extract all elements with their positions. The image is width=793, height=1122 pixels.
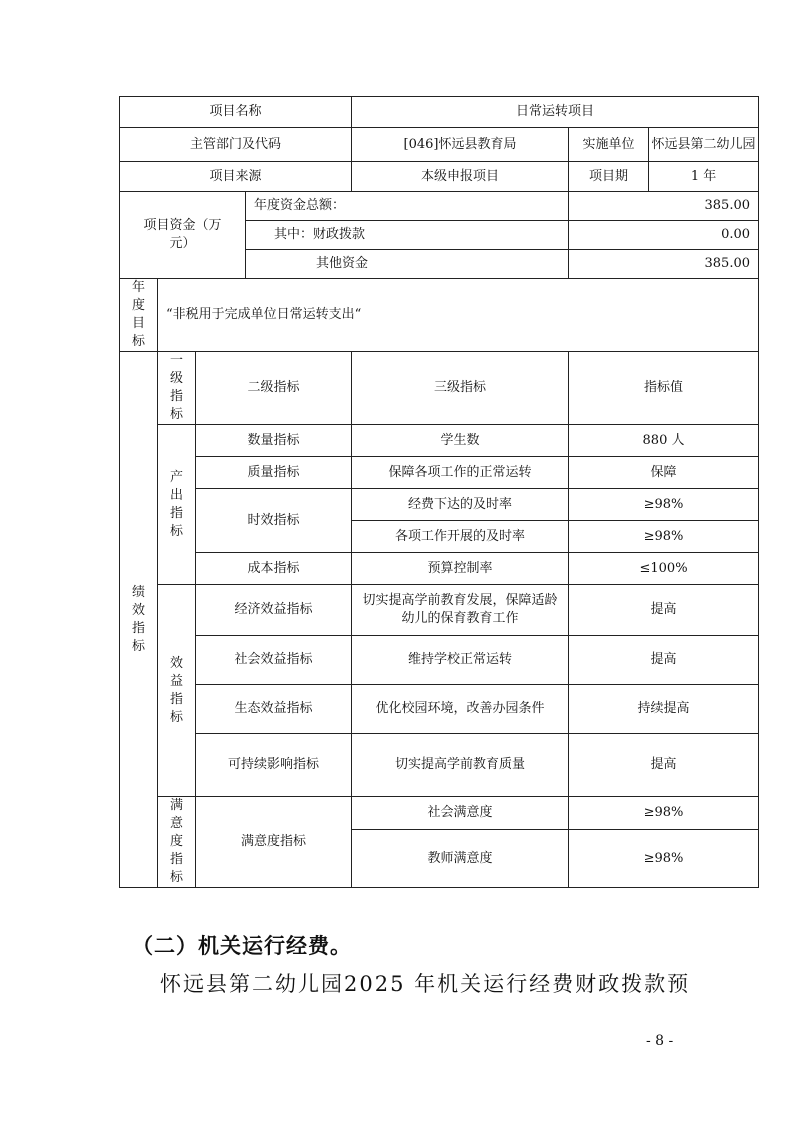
level3-cell: 学生数	[352, 425, 569, 457]
period-label: 项目期	[569, 162, 649, 192]
level3-cell: 各项工作开展的及时率	[352, 521, 569, 553]
row-funds-total	[120, 192, 759, 221]
table-row	[120, 425, 759, 457]
level2-cell	[196, 734, 352, 797]
level2-cell: 生态效益指标	[196, 685, 352, 734]
row-source	[120, 162, 759, 192]
level2-cell: 满意度指标	[196, 797, 352, 888]
level3-text: 切实提高学前教育发展，保障适龄幼儿的保育教育工作	[362, 593, 558, 626]
value-cell: ≥98%	[569, 797, 759, 830]
project-name-label: 项目名称	[120, 97, 352, 128]
impl-unit-label: 实施单位	[569, 128, 649, 162]
perf-label	[120, 352, 158, 888]
header-level1-text: 一级指标	[169, 353, 183, 422]
value-cell: 提高	[569, 734, 759, 797]
value-cell: 保障	[569, 457, 759, 489]
dept-label: 主管部门及代码	[120, 128, 352, 162]
level3-cell: 优化校园环境，改善办园条件	[352, 685, 569, 734]
funds-label	[120, 192, 246, 279]
value-cell: 持续提高	[569, 685, 759, 734]
table-row	[120, 585, 759, 636]
row-annual-goal	[120, 279, 759, 352]
satisfaction-label	[158, 797, 196, 888]
level3-cell: 社会满意度	[352, 797, 569, 830]
funds-label-text: 项目资金（万元）	[143, 218, 222, 251]
level2-cell: 经济效益指标	[196, 585, 352, 636]
funds-other-value: 385.00	[569, 250, 759, 279]
dept-value: [046]怀远县教育局	[352, 128, 569, 162]
page-number: - 8 -	[646, 1033, 674, 1049]
table-row	[120, 685, 759, 734]
source-label: 项目来源	[120, 162, 352, 192]
table-row	[120, 734, 759, 797]
row-project-name	[120, 97, 759, 128]
perf-label-text: 绩效指标	[131, 584, 145, 654]
level3-cell: 切实提高学前教育质量	[352, 734, 569, 797]
value-cell: 880 人	[569, 425, 759, 457]
level2-cell: 数量指标	[196, 425, 352, 457]
row-dept	[120, 128, 759, 162]
section-heading: （二）机关运行经费。	[132, 934, 352, 958]
header-value: 指标值	[569, 352, 759, 425]
table-row	[120, 636, 759, 685]
level3-cell: 保障各项工作的正常运转	[352, 457, 569, 489]
level2-text: 可持续影响指标	[227, 757, 319, 773]
funds-total-label: 年度资金总额：	[246, 192, 569, 221]
level3-cell: 经费下达的及时率	[352, 489, 569, 521]
level3-cell: 维持学校正常运转	[352, 636, 569, 685]
level2-cell: 成本指标	[196, 553, 352, 585]
value-cell: 提高	[569, 636, 759, 685]
value-cell: ≤100%	[569, 553, 759, 585]
output-label-text: 产出指标	[169, 469, 183, 539]
impl-unit-value: 怀远县第二幼儿园	[649, 128, 759, 162]
benefit-label	[158, 585, 196, 797]
level3-cell: 教师满意度	[352, 830, 569, 888]
level3-cell: 预算控制率	[352, 553, 569, 585]
source-value: 本级申报项目	[352, 162, 569, 192]
funds-total-value: 385.00	[569, 192, 759, 221]
funds-other-label: 其他资金	[246, 250, 569, 279]
level2-cell: 质量指标	[196, 457, 352, 489]
header-level2: 二级指标	[196, 352, 352, 425]
level2-cell: 社会效益指标	[196, 636, 352, 685]
project-name-value: 日常运转项目	[352, 97, 759, 128]
annual-goal-label	[120, 279, 158, 352]
level3-cell	[352, 585, 569, 636]
value-cell: ≥98%	[569, 489, 759, 521]
header-level3: 三级指标	[352, 352, 569, 425]
funds-fiscal-value: 0.00	[569, 221, 759, 250]
project-info-table	[119, 96, 759, 888]
header-level1	[158, 352, 196, 425]
table-row	[120, 457, 759, 489]
level2-cell: 时效指标	[196, 489, 352, 553]
value-cell: 提高	[569, 585, 759, 636]
table-row	[120, 489, 759, 521]
body-paragraph: 怀远县第二幼儿园2025 年机关运行经费财政拨款预	[160, 972, 691, 996]
annual-goal-value: “非税用于完成单位日常运转支出“	[158, 279, 759, 352]
value-cell: ≥98%	[569, 521, 759, 553]
satisfaction-label-text: 满意度指标	[169, 798, 183, 885]
table-row	[120, 797, 759, 830]
value-cell: ≥98%	[569, 830, 759, 888]
table-row	[120, 553, 759, 585]
row-indicator-header	[120, 352, 759, 425]
output-label	[158, 425, 196, 585]
annual-goal-label-text: 年度目标	[131, 280, 145, 349]
funds-fiscal-label: 其中：财政拨款	[246, 221, 569, 250]
benefit-label-text: 效益指标	[169, 655, 183, 725]
period-value: 1 年	[649, 162, 759, 192]
